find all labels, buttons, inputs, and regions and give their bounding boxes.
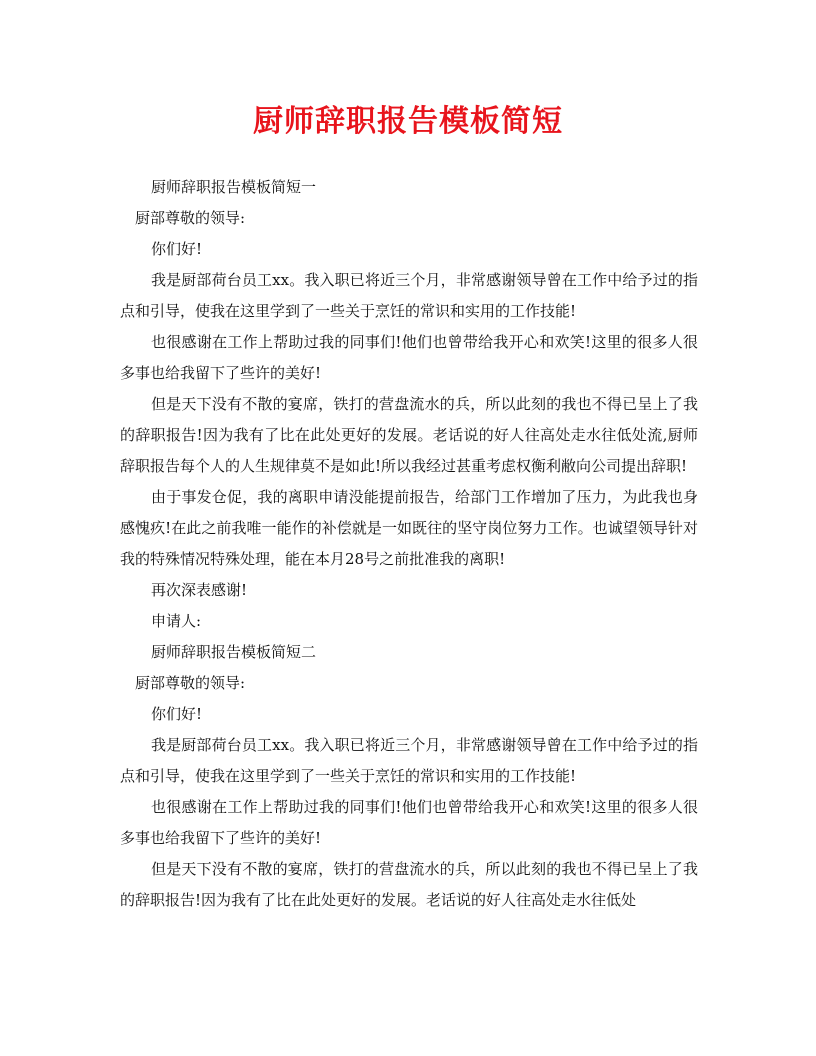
paragraph: 也很感谢在工作上帮助过我的同事们!他们也曾带给我开心和欢笑!这里的很多人很多事也给我留下了些许的美好!: [120, 798, 698, 847]
section-heading-2: 厨师辞职报告模板简短二: [151, 643, 317, 661]
paragraph: 我是厨部荷台员工xx。我入职已将近三个月，非常感谢领导曾在工作中给予过的指点和引导，使我在这里学到了一些关于烹饪的常识和实用的工作技能!: [120, 736, 698, 785]
salutation-2: 厨部尊敬的领导:: [135, 674, 246, 692]
greeting-2: 你们好!: [151, 705, 203, 723]
paragraph: 由于事发仓促，我的离职申请没能提前报告，给部门工作增加了压力，为此我也身感愧疚!在此之前我唯一能作的补偿就是一如既往的坚守岗位努力工作。也诚望领导针对我的特殊情况特殊处理，能在本月28号之前批准我的离职!: [120, 488, 698, 568]
section-heading-1: 厨师辞职报告模板简短一: [151, 178, 317, 196]
paragraph: 但是天下没有不散的宴席，铁打的营盘流水的兵，所以此刻的我也不得已呈上了我的辞职报告!因为我有了比在此处更好的发展。老话说的好人往高处走水往低处: [120, 860, 698, 909]
closing-thanks: 再次深表感谢!: [151, 581, 248, 599]
paragraph: 但是天下没有不散的宴席，铁打的营盘流水的兵，所以此刻的我也不得已呈上了我的辞职报告!因为我有了比在此处更好的发展。老话说的好人往高处走水往低处流,厨师辞职报告每个人的人生规律莫不是如此!所以我经过甚重考虑权衡利敝向公司提出辞职!: [120, 395, 698, 475]
paragraph: 我是厨部荷台员工xx。我入职已将近三个月，非常感谢领导曾在工作中给予过的指点和引导，使我在这里学到了一些关于烹饪的常识和实用的工作技能!: [120, 271, 698, 320]
document-title: 厨师辞职报告模板简短: [253, 104, 563, 139]
paragraph: 也很感谢在工作上帮助过我的同事们!他们也曾带给我开心和欢笑!这里的很多人很多事也给我留下了些许的美好!: [120, 333, 698, 382]
applicant-label: 申请人:: [151, 612, 202, 630]
salutation-1: 厨部尊敬的领导:: [135, 209, 246, 227]
greeting-1: 你们好!: [151, 240, 203, 258]
document-body: [120, 172, 698, 916]
